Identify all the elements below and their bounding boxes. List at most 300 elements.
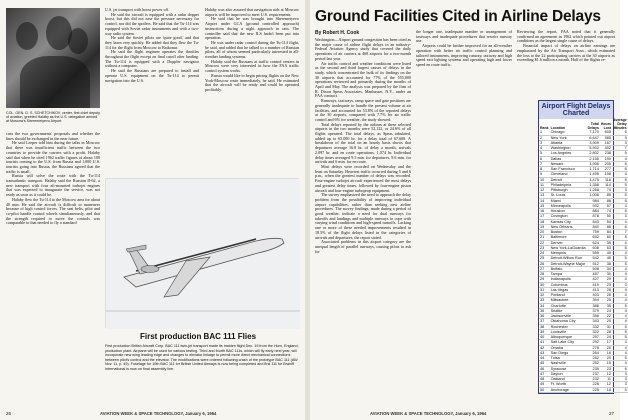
cell-rank: 24 — [540, 251, 545, 256]
header-average-delay: Average Delay Minutes — [613, 118, 627, 130]
article-headline: Ground Facilities Cited in Airline Delays — [315, 8, 601, 25]
paragraph: Total delays reported by the airlines at these selected airports in the two months were 52,122, or 24.6% of all flights operated. The total delays, as Speas tabulated, added up to 65,000 hr. for a delay total of 67,600. A breakdown of the total on an hourly basis shows that departures average 16.8 hr. of delay a month, arrivals 2,097 hr. and en route operations, 1,074 hr. Individual delay times averaged 9.5 min. for departures, 9.6 min. for arrivals and 6 min. for en route. — [315, 121, 411, 165]
cell-hours-lost: 277 — [604, 167, 612, 172]
cell-hours-lost: 114 — [604, 182, 612, 187]
header-hours-lost: Hours Lost — [600, 121, 612, 130]
cell-hours-lost: 86 — [606, 224, 612, 229]
cell-total-delays: 427 — [592, 277, 599, 282]
cell-average-delay: 5 — [624, 198, 627, 203]
cell-average-delay: 4 — [624, 240, 627, 245]
cell-total-delays: 262 — [592, 356, 599, 361]
cell-rank: 46 — [540, 366, 545, 371]
paragraph: cuss the two governments' proposals and whether the lines should be exchanged in the near future. — [6, 131, 100, 141]
table-body — [539, 130, 628, 392]
cell-hours-lost: 20 — [606, 319, 612, 324]
cell-location: Denver — [550, 240, 563, 245]
cell-average-delay: 4 — [624, 272, 627, 277]
cell-average-delay: 4 — [624, 319, 627, 324]
cell-location: Houston — [550, 209, 565, 214]
cell-hours-lost: 24 — [606, 335, 612, 340]
cell-rank: 14 — [540, 198, 545, 203]
cell-average-delay: 4 — [624, 345, 627, 350]
cell-total-delays: 1,495 — [589, 172, 599, 177]
paragraph: He said the Soviet pilots are 'quite good,' and that they learn very quickly. He added that they flew the Tu-114 for the flight from Moscow to Baikonur. — [105, 35, 199, 50]
cell-hours-lost: 54 — [606, 219, 612, 224]
cell-average-delay: 6 — [624, 167, 627, 172]
cell-rank: 1 — [540, 130, 543, 135]
cell-average-delay: 6 — [624, 161, 627, 166]
cell-total-delays: 840 — [592, 224, 599, 229]
cell-hours-lost: 12 — [606, 371, 612, 376]
cell-rank: 2 — [540, 135, 543, 140]
paragraph: U.S. jet transport with boost power off. — [105, 7, 170, 12]
cell-rank: 35 — [540, 308, 545, 313]
cell-rank: 42 — [540, 345, 545, 350]
cell-rank: 36 — [540, 314, 545, 319]
right-column-2 — [416, 30, 512, 68]
flight-delays-table-box — [538, 100, 627, 394]
cell-rank: 37 — [540, 319, 545, 324]
cell-rank: 32 — [540, 293, 545, 298]
cell-rank: 9 — [540, 172, 543, 177]
cell-total-delays: 379 — [592, 308, 599, 313]
cell-average-delay: 5 — [624, 182, 627, 187]
left-column-3 — [205, 8, 299, 93]
cell-total-delays: 932 — [592, 203, 599, 208]
cell-total-delays: 843 — [592, 219, 599, 224]
cell-average-delay: 4 — [624, 298, 627, 303]
cell-hours-lost: 23 — [606, 366, 612, 371]
cell-average-delay: 3 — [624, 214, 627, 219]
cell-location: San Diego — [550, 350, 569, 355]
paragraph: Russia would like to begin pricing flights on the New York-Moscow route immediately, he said. He estimated that the aircraft will be ready and could be operated profitably. — [205, 72, 299, 92]
cell-total-delays: 419 — [592, 282, 599, 287]
cell-location: Atlanta — [550, 140, 563, 145]
paragraph: Most delays were recorded on Wednesday and the least on Saturday. Heaviest traffic occurred during 5 and 6 p.m., when the greatest number of delays was recorded. Four-engine turbojet aircraft experienced the most delays and greatest delay times, followed by four-engine piston aircraft and four-engine turboprop equipment. — [315, 163, 411, 193]
photo2-headline: First production BAC 111 Flies — [140, 332, 257, 341]
cell-total-delays: 388 — [592, 303, 599, 308]
cell-location: Milwaukee — [550, 298, 569, 303]
cell-location: Seattle — [550, 308, 563, 313]
cell-rank: 6 — [540, 156, 543, 161]
cell-location: New Orleans — [550, 224, 573, 229]
cell-location: Anchorage — [550, 387, 569, 392]
paragraph: Halaby was also assured that navigation aids at Moscow airports will be improved to meet U.S. requirements. — [205, 7, 299, 17]
header-location: Location — [550, 125, 566, 130]
cell-hours-lost: 15 — [606, 361, 612, 366]
cell-location: Detroit — [550, 177, 562, 182]
cell-total-delays: 884 — [592, 209, 599, 214]
cell-total-delays: 984 — [592, 198, 599, 203]
cell-location: Baltimore — [550, 235, 567, 240]
cell-average-delay: 5 — [624, 130, 627, 135]
cell-total-delays: 297 — [592, 335, 599, 340]
cell-hours-lost: 85 — [606, 193, 612, 198]
cell-total-delays: 332 — [592, 324, 599, 329]
cell-rank: 44 — [540, 356, 545, 361]
cell-rank: 30 — [540, 282, 545, 287]
cell-location: Jacksonville — [550, 314, 572, 319]
cell-location: Tulsa — [550, 356, 560, 361]
cell-average-delay: 3 — [624, 371, 627, 376]
paragraph: Reviewing the report, FAA noted that it generally confirmed an agreement in 1962 which pointed out airport conditions as the largest single cause of delays. — [517, 29, 615, 44]
cell-rank: 49 — [540, 382, 545, 387]
paragraph: Russia will solve the route with the Tu-114 transatlantic transport. Halaby said the Russian II-62, a new transport with four aft-mounted turbojet engines that was expected to inaugurate the service, was not ready as soon as it could be. — [6, 173, 100, 198]
cell-location: Indianapolis — [550, 277, 571, 282]
cell-total-delays: 1,475 — [589, 177, 599, 182]
cell-rank: 48 — [540, 377, 545, 382]
cell-average-delay: 4 — [624, 293, 627, 298]
paragraph: He was under radar control during the Tu-114 flight, he said, and added that he talked to a number of Russian pilots, all of whom seemed particularly interested in all-weather landing systems. — [205, 39, 299, 60]
cell-rank: 25 — [540, 256, 545, 261]
cell-average-delay: 4 — [624, 350, 627, 355]
cell-average-delay: 4 — [624, 172, 627, 177]
cell-total-delays: 322 — [592, 329, 599, 334]
cell-rank: 27 — [540, 266, 545, 271]
cell-rank: 45 — [540, 361, 545, 366]
cell-hours-lost: 25 — [606, 298, 612, 303]
cell-average-delay: 4 — [624, 156, 627, 161]
cell-total-delays: 252 — [592, 361, 599, 366]
cell-hours-lost: 34 — [606, 266, 612, 271]
cell-location: Charlotte — [550, 303, 566, 308]
cell-average-delay: 3 — [624, 188, 627, 193]
cell-average-delay: 4 — [624, 219, 627, 224]
cell-average-delay: 6 — [624, 366, 627, 371]
cell-location: Tampa — [550, 272, 562, 277]
header-rank: Rank — [540, 125, 549, 130]
cell-hours-lost: 29 — [606, 277, 612, 282]
cell-hours-lost: 24 — [606, 308, 612, 313]
cell-rank: 10 — [540, 177, 545, 182]
cell-location: Philadelphia — [550, 182, 572, 187]
cell-rank: 38 — [540, 324, 545, 329]
cell-average-delay: 5 — [624, 303, 627, 308]
cell-hours-lost: 39 — [606, 240, 612, 245]
cell-total-delays: 542 — [592, 256, 599, 261]
page-number: 27 — [608, 411, 614, 416]
paragraph: The survey emphasized the need to approach the delay problem from the possibility of improving individual airport capabilities, rather than seeking new airline procedures. The survey findings, made during a period of good weather, indicate a need for dual runways for takeoffs and landings and multiple runways to cope with varying wind conditions and high-speed turnoffs. Lacking one or more of these needed improvements resulted in 18.5% of the flight delays listed in the categories of arrivals and departures, the report stated. — [315, 192, 411, 240]
cell-average-delay: 5 — [624, 256, 627, 261]
cell-average-delay: 5 — [624, 335, 627, 340]
cell-average-delay: 4 — [624, 277, 627, 282]
cell-location: New York-LaGuardia — [550, 245, 586, 250]
cell-hours-lost: 12 — [606, 382, 612, 387]
cell-average-delay: 4 — [624, 314, 627, 319]
cell-average-delay: 6 — [624, 224, 627, 229]
header-total-delays: Total Delays — [587, 121, 599, 130]
cell-total-delays: 457 — [592, 272, 599, 277]
cell-total-delays: 559 — [592, 251, 599, 256]
cell-hours-lost: 38 — [606, 261, 612, 266]
cell-total-delays: 1,006 — [589, 193, 599, 198]
cell-rank: 21 — [540, 235, 545, 240]
cell-total-delays: 5,902 — [589, 146, 599, 151]
cell-rank: 18 — [540, 219, 545, 224]
cell-rank: 5 — [540, 151, 543, 156]
cell-average-delay: 3 — [624, 382, 627, 387]
cell-total-delays: 512 — [592, 261, 599, 266]
cell-average-delay: 6 — [624, 245, 627, 250]
cell-hours-lost: 605 — [604, 130, 612, 135]
cell-rank: 39 — [540, 329, 545, 334]
cell-rank: 20 — [540, 230, 545, 235]
cell-hours-lost: 985 — [604, 135, 612, 140]
cell-rank: 17 — [540, 214, 545, 219]
cell-average-delay: 5 — [624, 356, 627, 361]
cell-location: San Francisco — [550, 167, 575, 172]
cell-location: Pittsburgh — [550, 188, 568, 193]
cell-location: Portland — [550, 293, 565, 298]
cell-total-delays: 1,906 — [589, 161, 599, 166]
cell-average-delay: 5 — [624, 151, 627, 156]
cell-total-delays: 237 — [592, 371, 599, 376]
cell-average-delay: 9 — [624, 135, 627, 140]
delegation-photo — [6, 8, 100, 108]
cell-hours-lost: 60 — [606, 235, 612, 240]
cell-total-delays: 232 — [592, 377, 599, 382]
paragraph: He said that he was brought into Sheremetyevo Airport under GCA (ground controlled approach) instructions during a night approach in rain. The controller said that the new ILS hadn't been put into operation. — [205, 16, 299, 41]
cell-hours-lost: 402 — [604, 146, 612, 151]
paragraph: Washington—Airport ground congestion has been cited as the major cause of airline flight delays in an industry-Federal Aviation Agency study that covered the daily operations of air carriers at 468 airports for a two-month period last year. — [315, 37, 411, 61]
paragraph: Financial impact of delays on airline earnings are emphasized by the Air Transport Assn., which estimated the loss to the 22 participating carriers at the 30 airports as exceeding $1.6 million a month. Half of the flights re- — [517, 43, 615, 63]
cell-location: Chicago — [550, 130, 565, 135]
bac111-aircraft-photo — [105, 178, 299, 328]
cell-hours-lost: 74 — [606, 209, 612, 214]
cell-hours-lost: 190 — [604, 156, 612, 161]
cell-total-delays: 239 — [592, 366, 599, 371]
byline: By Robert H. Cook — [315, 30, 360, 36]
cell-hours-lost: 16 — [606, 350, 612, 355]
cell-average-delay: 4 — [624, 340, 627, 345]
cell-average-delay: 4 — [624, 361, 627, 366]
photo-caption: COL. GEN. G. S. SCHETCHIKOV, center, first chief deputy of aviation, greeted Halaby as the U.S. delegation arrived at Moscow's Sheremetyevo Airport. — [6, 111, 100, 124]
cell-rank: 13 — [540, 193, 545, 198]
cell-hours-lost: 205 — [604, 161, 612, 166]
cell-hours-lost: 22 — [606, 314, 612, 319]
cell-average-delay: 4 — [624, 287, 627, 292]
cell-location: Buffalo — [550, 266, 563, 271]
cell-total-delays: 508 — [592, 266, 599, 271]
flight-delays-table — [539, 119, 628, 393]
page-footer: AVIATION WEEK & SPACE TECHNOLOGY, January 6, 1964 — [100, 411, 217, 416]
cell-total-delays: 1,358 — [589, 182, 599, 187]
cell-average-delay: 5 — [624, 324, 627, 329]
cell-total-delays: 343 — [592, 319, 599, 324]
cell-location: Nashville — [550, 361, 566, 366]
cell-hours-lost: 108 — [604, 172, 612, 177]
cell-rank: 34 — [540, 303, 545, 308]
cell-rank: 29 — [540, 277, 545, 282]
table-header-row — [539, 119, 628, 130]
cell-location: Minneapolis — [550, 203, 571, 208]
cell-total-delays: 692 — [592, 235, 599, 240]
cell-location: Ft. Worth — [550, 382, 567, 387]
cell-location: Oakland — [550, 377, 565, 382]
cell-location: Albuquerque — [550, 335, 573, 340]
page-footer: AVIATION WEEK & SPACE TECHNOLOGY, January 6, 1964 — [370, 411, 487, 416]
cell-average-delay: 5 — [624, 329, 627, 334]
cell-rank: 11 — [540, 182, 544, 187]
cell-rank: 8 — [540, 167, 543, 172]
cell-location: Miami — [550, 198, 561, 203]
cell-average-delay: 4 — [624, 203, 627, 208]
cell-rank: 7 — [540, 161, 543, 166]
cell-hours-lost: 17 — [606, 340, 612, 345]
cell-rank: 15 — [540, 203, 545, 208]
cell-rank: 43 — [540, 350, 545, 355]
cell-hours-lost: 84 — [606, 230, 612, 235]
cell-location: Covington — [550, 214, 568, 219]
cell-hours-lost: 57 — [606, 203, 612, 208]
cell-total-delays: 403 — [592, 293, 599, 298]
cell-location: Syracuse — [550, 366, 567, 371]
cell-average-delay: 3 — [624, 377, 627, 382]
cell-location: Oklahoma City — [550, 319, 576, 324]
table-row — [539, 387, 628, 392]
cell-location: Detroit-Willow Run — [550, 256, 582, 261]
paragraph: Runways, taxiways, ramp space and gate positions are generally inadequate to handle the present volume at air facilities, and accounted for 53.8% of the reported delays at the 30 airports, compared with 7.7% for air traffic control and 6% for weather, the study showed. — [315, 98, 411, 122]
cell-location: Louisville — [550, 329, 567, 334]
right-column-3 — [517, 30, 615, 63]
paragraph: Halaby said the Russians at traffic control centers in Moscow were very interested in how the FAA traffic control system works. — [205, 58, 299, 74]
cell-average-delay: 4 — [624, 266, 627, 271]
cell-total-delays: 2,802 — [589, 151, 599, 156]
cell-location: Rochester — [550, 324, 568, 329]
cell-hours-lost: 63 — [606, 245, 612, 250]
cell-location: Los Angeles — [550, 151, 572, 156]
cell-hours-lost: 18 — [606, 387, 612, 392]
cell-hours-lost: 23 — [606, 282, 612, 287]
cell-average-delay: 3 — [624, 140, 627, 145]
cell-total-delays: 759 — [592, 230, 599, 235]
cell-location: Dayton — [550, 371, 563, 376]
cell-rank: 33 — [540, 298, 545, 303]
left-column-1 — [6, 132, 100, 226]
cell-hours-lost: 31 — [606, 324, 612, 329]
paragraph: He said the aircraft is equipped with a radar dopper boost, but this did not ease the pressure necessary for control, nor did the spoilers. He said that the Tu-114 was equipped with Soviet radar instruments and with a two-way radio system. — [105, 11, 199, 36]
cell-location: Memphis — [550, 251, 566, 256]
cell-hours-lost: 11 — [607, 377, 612, 382]
cell-total-delays: 624 — [592, 240, 599, 245]
cell-location: Detroit-Wayne Major — [550, 261, 586, 266]
cell-average-delay: 5 — [624, 261, 627, 266]
right-column-1 — [315, 38, 411, 254]
paragraph: Associated problems in this airport category are the unequal length of parallel runways, causing pilots to ask for — [315, 239, 411, 254]
cell-total-delays: 228 — [592, 382, 599, 387]
cell-hours-lost: 35 — [606, 303, 612, 308]
cell-average-delay: 5 — [624, 193, 627, 198]
cell-total-delays: 413 — [592, 287, 599, 292]
paragraph: He said the Russians are prepared to install and operate U.S. equipment on the Tu-114 to permit navigation into the U.S. — [105, 68, 199, 83]
cell-total-delays: 278 — [592, 345, 599, 350]
cell-total-delays: 356 — [592, 314, 599, 319]
cell-rank: 4 — [540, 146, 543, 151]
left-column-2 — [105, 8, 199, 83]
paragraph: He said the flight engineer operates the throttles throughout the flight except on final cutoff after landing. The Tu-114 is equipped with a Doppler navigator without a computer. — [105, 49, 199, 69]
cell-average-delay: 5 — [624, 209, 627, 214]
aircraft-illustration — [106, 179, 300, 329]
cell-hours-lost: 45 — [606, 256, 612, 261]
page-number: 26 — [6, 411, 12, 416]
paragraph: Air traffic control and weather conditions were listed as the second and third largest causes of delays in the study, which concentrated the bulk of its findings on the 30 airports that accounted for 77% of the 555,000 operations reviewed and primarily during the months of April and May. The analysis was prepared by the firm of R. Dixon Speas Associates, Manhasset, N.Y., under an FAA contract. — [315, 60, 411, 99]
cell-total-delays: 225 — [592, 387, 599, 392]
cell-location: Washington — [550, 146, 571, 151]
cell-average-delay: 5 — [624, 235, 627, 240]
cell-location: Columbus — [550, 282, 568, 287]
cell-hours-lost: 28 — [606, 287, 612, 292]
cell-hours-lost: 50 — [606, 214, 612, 219]
cell-total-delays: 7,170 — [589, 130, 599, 135]
cell-total-delays: 6,647 — [589, 135, 599, 140]
cell-total-delays: 264 — [592, 350, 599, 355]
paragraph: the longer one, inadequate number or arrangement of taxiways and inadequate procedures that restrict runway use. — [416, 29, 512, 44]
cell-average-delay: 4 — [624, 308, 627, 313]
cell-total-delays: 608 — [592, 245, 599, 250]
cell-rank: 41 — [540, 340, 545, 345]
cell-location: Newark — [550, 161, 564, 166]
cell-average-delay: 5 — [624, 177, 627, 182]
cell-location: Cleveland — [550, 172, 568, 177]
cell-location: New York — [550, 135, 567, 140]
cell-rank: 12 — [540, 188, 545, 193]
cell-total-delays: 1,268 — [589, 188, 599, 193]
cell-location: Dallas — [550, 156, 562, 161]
cell-total-delays: 394 — [592, 298, 599, 303]
cell-total-delays: 1,714 — [589, 167, 599, 172]
cell-total-delays: 2,155 — [589, 156, 599, 161]
left-page — [0, 0, 305, 420]
cell-location: Salt Lake City — [550, 340, 574, 345]
cell-location: Las Vegas — [550, 287, 569, 292]
cell-rank: 47 — [540, 371, 545, 376]
cell-hours-lost: 238 — [604, 151, 612, 156]
paragraph: Airports could be further improved for an all-weather operation with better air traffic control planning and tailored instruments, improving runway, taxiway and high speed exit lighting systems and operating high and lower speed en route traffic. — [416, 43, 512, 67]
cell-rank: 50 — [540, 387, 545, 392]
cell-rank: 23 — [540, 245, 545, 250]
cell-hours-lost: 28 — [606, 329, 612, 334]
cell-rank: 26 — [540, 261, 545, 266]
cell-total-delays: 878 — [592, 214, 599, 219]
cell-rank: 22 — [540, 240, 545, 245]
cell-hours-lost: 28 — [606, 293, 612, 298]
cell-average-delay: 7 — [624, 230, 627, 235]
cell-average-delay: 5 — [624, 387, 627, 392]
cell-average-delay: 7 — [624, 146, 627, 151]
cell-hours-lost: 30 — [606, 272, 612, 277]
cell-hours-lost: 116 — [604, 177, 612, 182]
cell-total-delays: 292 — [592, 340, 599, 345]
cell-average-delay: 3 — [624, 282, 627, 287]
cell-hours-lost: 20 — [606, 356, 612, 361]
paragraph: He said Leeper told him during the talks in Moscow that there was insufficient traffic between the two countries to provide the carriers with a profit. Halaby said that when he cited 1962 traffic figures of about 100 tourists coming to the U.S. from Russia and 1,000 U.S. tourists going into Russia, the Russians agreed that the traffic is small. — [6, 140, 100, 174]
cell-rank: 3 — [540, 140, 543, 145]
cell-rank: 28 — [540, 272, 545, 277]
cell-location: Boston — [550, 230, 563, 235]
cell-total-delays: 3,909 — [589, 140, 599, 145]
cell-average-delay: 4 — [624, 251, 627, 256]
paragraph: Halaby flew the Tu-114 to the Moscow area for about 40 min. He said the aircraft is difficult to maneuver because of high control forces. The seat belts, pilot and co-pilot handle control wheels simultaneously, and that the strength required to move the controls was comparable to that needed to fly a standard — [6, 196, 100, 226]
cell-rank: 19 — [540, 224, 545, 229]
cell-hours-lost: 86 — [606, 198, 612, 203]
photo2-caption-text: First production British Aircraft Corp. BAC 111 twin-jet transport made its maiden flight Dec. 19 from the Hurn, England, production plant. Airplane will be used for various testing. Third and fourth BAC 111s, which will fly early next year, will incorporate new wing leading edge and changes to elevator linkage to permit more direct mechanical connections between pilot's control and the elevator. The modifications were ordered following crash of the prototype BAC 111 (AW Nov. 11, p. 49). Fuselage for 10th BAC 111 for British United Airways is now being completed and first 111 for Braniff International is now on final assembly line. — [105, 344, 299, 371]
cell-rank: 31 — [540, 287, 545, 292]
cell-hours-lost: 74 — [606, 188, 612, 193]
cell-hours-lost: 167 — [604, 140, 612, 145]
cell-location: St. Louis — [550, 193, 566, 198]
cell-location: Omaha — [550, 345, 564, 350]
cell-hours-lost: 20 — [606, 345, 612, 350]
